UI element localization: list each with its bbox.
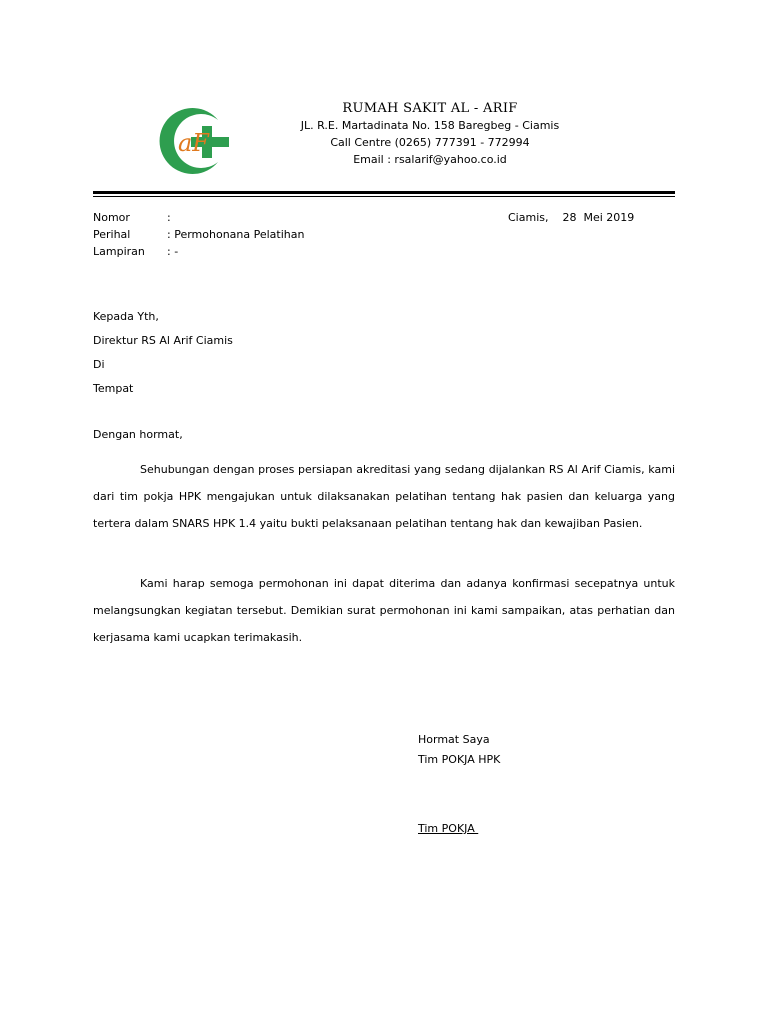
closing-block [418,730,500,770]
org-call-centre: Call Centre (0265) 777391 - 772994 [330,136,530,149]
org-address: JL. R.E. Martadinata No. 158 Baregbeg - Ciamis [300,119,560,132]
nomor-label: Nomor [93,211,130,224]
svg-text:aF: aF [178,129,209,157]
lampiran-label: Lampiran [93,245,145,258]
body-paragraph-1: Sehubungan dengan proses persiapan akreditasi yang sedang dijalankan RS Al Arif Ciamis, kami dari tim pokja HPK mengajukan untuk dilaksanakan pelatihan tentang hak pasien dan keluarga yang tertera dalam SNARS HPK 1.4 yaitu bukti pelaksanaan pelatihan tentang hak dan kewajiban Pasien. [93,463,675,530]
meta-nomor-row [93,209,304,226]
recipient-line-4: Tempat [93,382,134,395]
meta-lampiran-row [93,243,304,260]
body-paragraph-2: Kami harap semoga permohonan ini dapat diterima dan adanya konfirmasi secepatnya untuk melangsungkan kegiatan tersebut. Demikian surat permohonan ini kami sampaikan, atas perhatian dan kerjasama kami ucapkan terimakasih. [93,577,675,644]
recipient-block [93,305,233,401]
closing-line-2: Tim POKJA HPK [418,753,501,766]
hospital-logo [158,104,232,178]
header-divider-thick [93,191,675,194]
header-divider-thin [93,196,675,197]
letter-date: Ciamis, 28 Mei 2019 [508,211,635,224]
lampiran-value: : - [167,245,179,258]
perihal-value: : Permohonana Pelatihan [167,228,305,241]
recipient-line-1: Kepada Yth, [93,310,159,323]
perihal-label: Perihal [93,228,131,241]
signature-name: Tim POKJA [418,822,479,835]
letterhead [270,100,590,168]
greeting: Dengan hormat, [93,428,183,441]
closing-line-1: Hormat Saya [418,733,490,746]
recipient-line-3: Di [93,358,105,371]
org-name: RUMAH SAKIT AL - ARIF [342,101,518,116]
nomor-value: : [167,211,171,224]
recipient-line-2: Direktur RS Al Arif Ciamis [93,334,233,347]
meta-perihal-row [93,226,304,243]
org-email: Email : rsalarif@yahoo.co.id [353,153,507,166]
letter-meta [93,209,304,260]
